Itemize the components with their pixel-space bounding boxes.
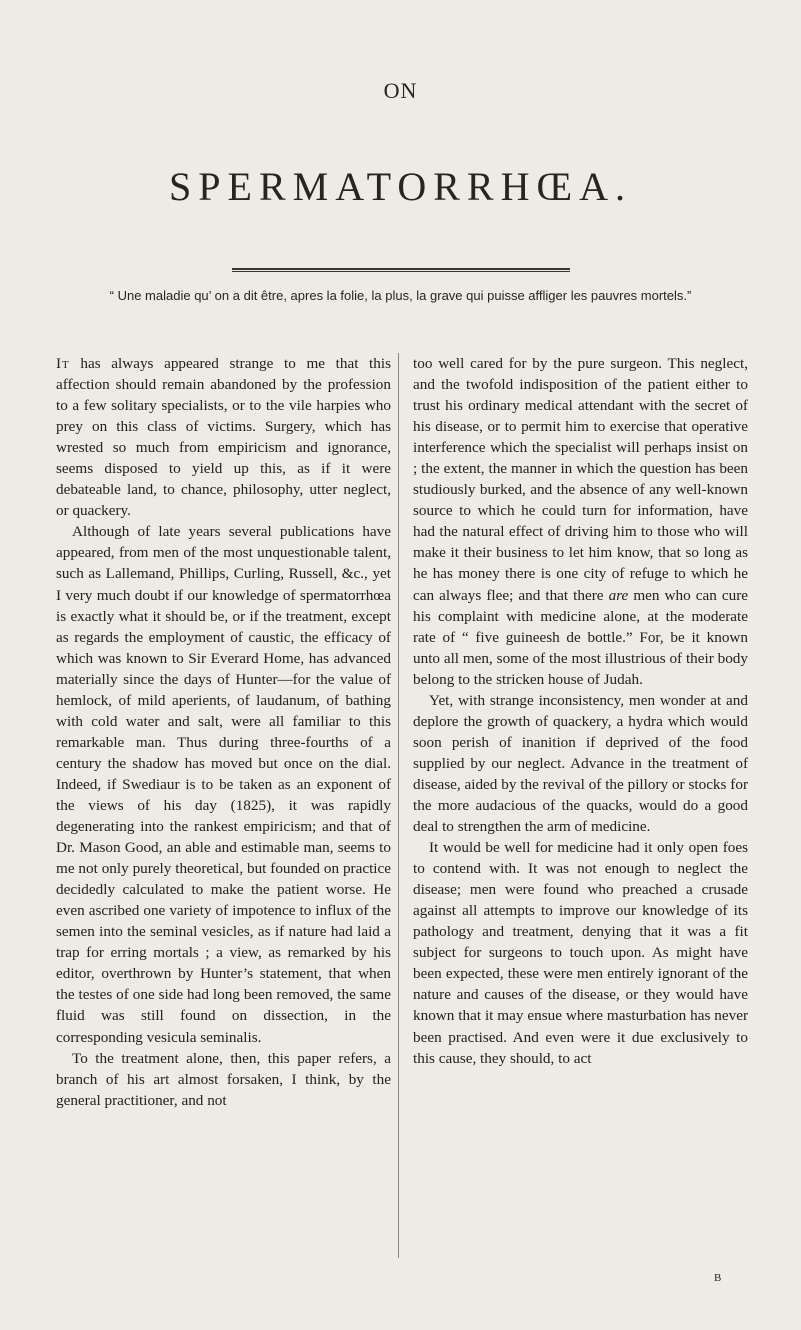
drop-word: It (56, 355, 70, 372)
title-rule-thin (232, 271, 570, 272)
right-column (413, 353, 748, 1069)
epigraph: “ Une maladie qu’ on a dit être, apres la folie, la plus, la grave qui puisse affliger les pauvres mortels.” (109, 288, 692, 303)
left-paragraph-1 (56, 353, 391, 521)
right-paragraph-1-text: too well cared for by the pure surgeon. This neglect, and the twofold indisposition of the patient either to trust his ordinary medical attendant with the secret of his disease, or to permit him to exercise that operative interference which the specialist will perhaps insist on ; the extent, the manner in which the question has been studiously burked, and the absence of any well-known source to which he could turn for information, have had the natural effect of driving him to those who will make it their business to let him know, that so long as he has money there is one city of refuge to which he can always flee; and that there (413, 355, 748, 604)
signature-mark: B (714, 1272, 722, 1284)
left-paragraph-2: Although of late years several publications have appeared, from men of the most unquestionable talent, such as Lallemand, Phillips, Curling, Russell, &c., yet I very much doubt if our knowledge of spermatorrhœa is exactly what it should be, or if the treatment, except as regards the employment of caustic, the efficacy of which was known to Sir Everard Home, has advanced materially since the days of Hunter—for the value of hemlock, of mild aperients, of laudanum, of bathing with cold water and salt, were all familiar to this remarkable man. Thus during three-fourths of a century the shadow has moved but once on the dial. Indeed, if Swediaur is to be taken as an exponent of the views of his day (1825), it was rapidly degenerating into the rankest empiricism; and that of Dr. Mason Good, an able and estimable man, seems to me not only purely theoretical, but founded on practice decidedly calculated to make the patient worse. He even ascribed one variety of impotence to influx of the semen into the seminal vesicles, as if nature had laid a trap for erring mortals ; a view, as remarked by his editor, overthrown by Hunter’s statement, that when the testes of one side had long been removed, the same fluid was still found on dissection, in the corresponding vesicula seminalis. (56, 523, 391, 1046)
title-rule (232, 268, 570, 270)
right-paragraph-2: Yet, with strange inconsistency, men wonder at and deplore the growth of quackery, a hydra which would soon perish of inanition if deprived of the food supplied by our neglect. Advance in the treatment of disease, aided by the revival of the pillory or stocks for the more audacious of the quacks, would do a good deal to strengthen the arm of medicine. (413, 691, 748, 836)
left-paragraph-3: To the treatment alone, then, this paper refers, a branch of his art almost forsaken, I think, by the general practitioner, and not (56, 1049, 391, 1109)
right-paragraph-1 (413, 353, 748, 690)
column-divider (398, 353, 399, 1258)
left-paragraph-1-text: has always appeared strange to me that this affection should remain abandoned by the profession to a few solitary specialists, or to the vile harpies who prey on this class of victims. Surgery, which has wrested so much from empiricism and ignorance, seems disposed to yield up this, as if it were debateable land, to chance, philosophy, utter neglect, or quackery. (56, 355, 391, 520)
right-paragraph-3: It would be well for medicine had it only open foes to contend with. It was not enough to neglect the disease; men were found who preached a crusade against all attempts to improve our knowledge of its pathology and treatment, denying that it was a fit subject for surgeons to touch upon. As might have been expected, these were men entirely ignorant of the nature and causes of the disease, or they would have known that it may ensue where masturbation has never been practised. And even were it due exclusively to this cause, they should, to act (413, 839, 748, 1067)
emphasis-are: are (608, 586, 629, 604)
left-column (56, 353, 391, 1111)
right-paragraph-1-tail: men who can cure his complaint with medicine alone, at the moderate rate of “ five guineesh de bottle.” For, be it known unto all men, some of the most illustrious of their body belong to the stricken house of Judah. (413, 586, 748, 688)
header-on: ON (383, 78, 418, 103)
page-title: SPERMATORRHŒA. (169, 164, 632, 209)
